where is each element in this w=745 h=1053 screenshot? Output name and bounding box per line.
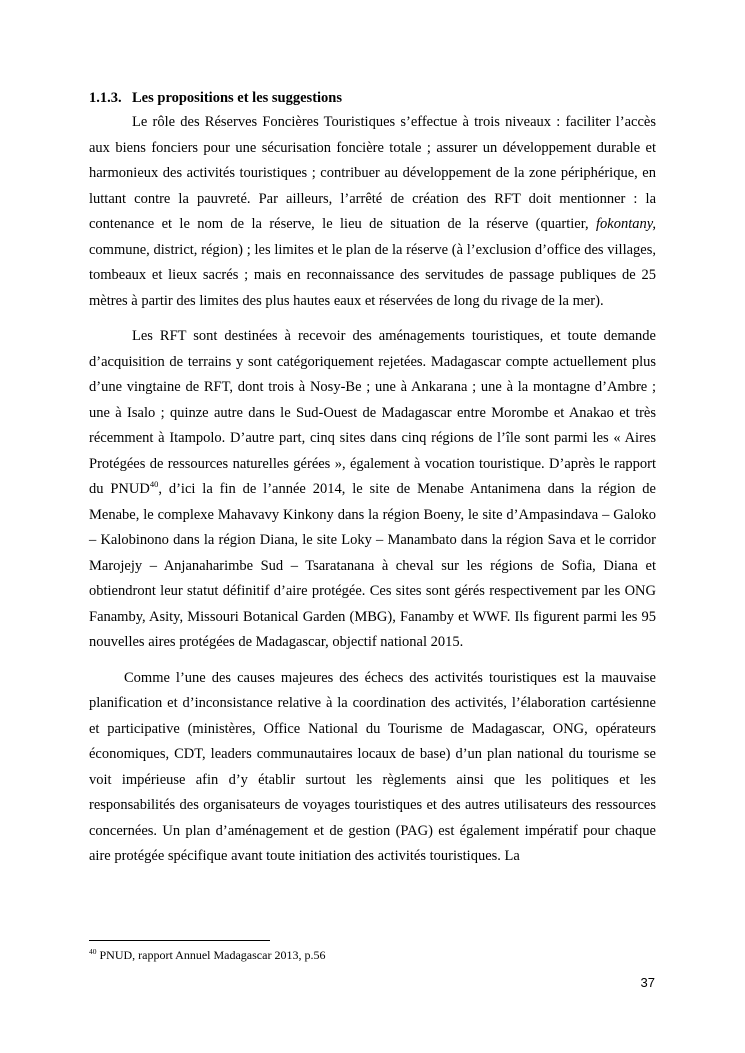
section-number: 1.1.3. — [89, 90, 122, 106]
paragraph-1-italic-term: fokontany, — [595, 216, 656, 232]
section-title: Les propositions et les suggestions — [132, 90, 343, 106]
page-body — [89, 88, 656, 870]
footnote-separator — [89, 940, 270, 941]
footnote-reference[interactable]: 40 — [149, 479, 159, 490]
page-number: 37 — [640, 975, 655, 990]
paragraph-2-text-b: , d’ici la fin de l’année 2014, le site de Menabe Antanimena dans la région de Menabe, le complexe Mahavavy Kinkony dans la région Boeny, le site d’Ampasindava – Galoko – Kalobinono dans la région Diana, le site Loky – Manambato dans la région Sava et le corridor Marojejy – Anjanaharimbe Sud – Tsaratanana à cheval sur les régions de Sofia, Diana et obtiendront leur statut définitif d’aire protégée. Ces sites sont gérés respectivement par les ONG Fanamby, Asity, Missouri Botanical Garden (MBG), Fanamby et WWF. Ils figurent parmi les 95 nouvelles aires protégées de Madagascar, objectif national 2015. — [89, 481, 656, 650]
paragraph-2-text-a: Les RFT sont destinées à recevoir des aménagements touristiques, et toute demande d’acquisition de terrains y sont catégoriquement rejetées. Madagascar compte actuellement plus d’une vingtaine de RFT, dont trois à Nosy-Be ; une à Ankarana ; une à la montagne d’Ambre ; une à Isalo ; quinze autre dans le Sud-Ouest de Madagascar entre Morombe et Anakao et très récemment à Itampolo. D’autre part, cinq sites dans cinq régions de l’île sont parmi les « Aires Protégées de ressources naturelles gérées », également à vocation touristique. D’après le rapport du PNUD — [89, 328, 656, 497]
section-heading — [89, 88, 656, 108]
paragraph-1-text-b: commune, district, région) ; les limites et le plan de la réserve (à l’exclusion d’office des villages, tombeaux et lieux sacrés ; mais en reconnaissance des servitudes de passage publiques de 25 mètres à partir des limites des plus hautes eaux et réservées de long du rivage de la mer). — [89, 241, 656, 309]
footnote — [89, 947, 656, 963]
paragraph-1-text-a: Le rôle des Réserves Foncières Touristiques s’effectue à trois niveaux : faciliter l’accès aux biens fonciers pour une sécurisation foncière totale ; assurer un développement durable et harmonieux des activités touristiques ; contribuer au développement de la zone périphérique, en luttant contre la pauvreté. Par ailleurs, l’arrêté de création des RFT doit mentionner : la contenance et le nom de la réserve, le lieu de situation de la réserve (quartier, — [89, 114, 656, 232]
paragraph-2 — [89, 324, 656, 656]
footnote-number: 40 — [89, 947, 97, 956]
footnote-text: PNUD, rapport Annuel Madagascar 2013, p.56 — [96, 948, 326, 962]
paragraph-3: Comme l’une des causes majeures des échecs des activités touristiques est la mauvaise planification et d’inconsistance relative à la coordination des activités, l’élaboration cartésienne et participative (ministères, Office National du Tourisme de Madagascar, ONG, opérateurs économiques, CDT, leaders communautaires locaux de base) d’un plan national du tourisme se voit impérieuse afin d’y établir surtout les règlements ainsi que les politiques et les responsabilités des organisateurs de voyages touristiques et des autres utilisateurs des ressources concernées. Un plan d’aménagement et de gestion (PAG) est également impératif pour chaque aire protégée spécifique avant toute initiation des activités touristiques. La — [89, 669, 656, 864]
paragraph-1 — [89, 110, 656, 314]
